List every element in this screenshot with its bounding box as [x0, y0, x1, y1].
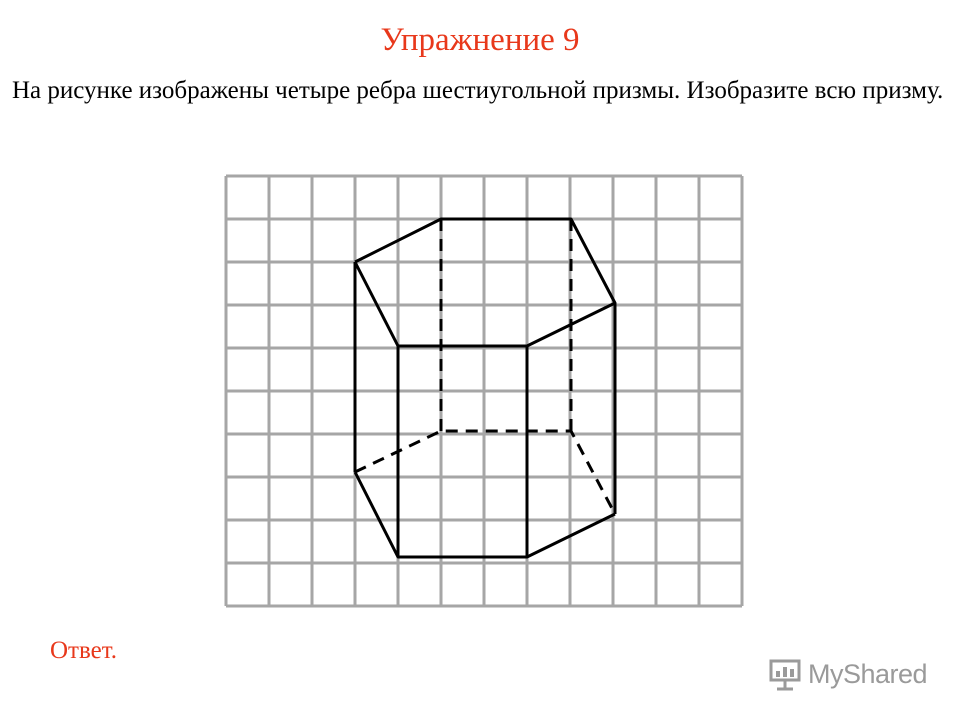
watermark — [768, 656, 928, 692]
answer-label: Ответ. — [50, 637, 118, 664]
presentation-board-icon — [768, 656, 804, 692]
watermark-text: MyShared — [808, 659, 928, 689]
task-text: На рисунке изображены четыре ребра шестиугольной призмы. Изобразите всю призму. — [12, 77, 944, 104]
square-grid — [226, 176, 742, 606]
exercise-title: Упражнение 9 — [380, 22, 580, 58]
